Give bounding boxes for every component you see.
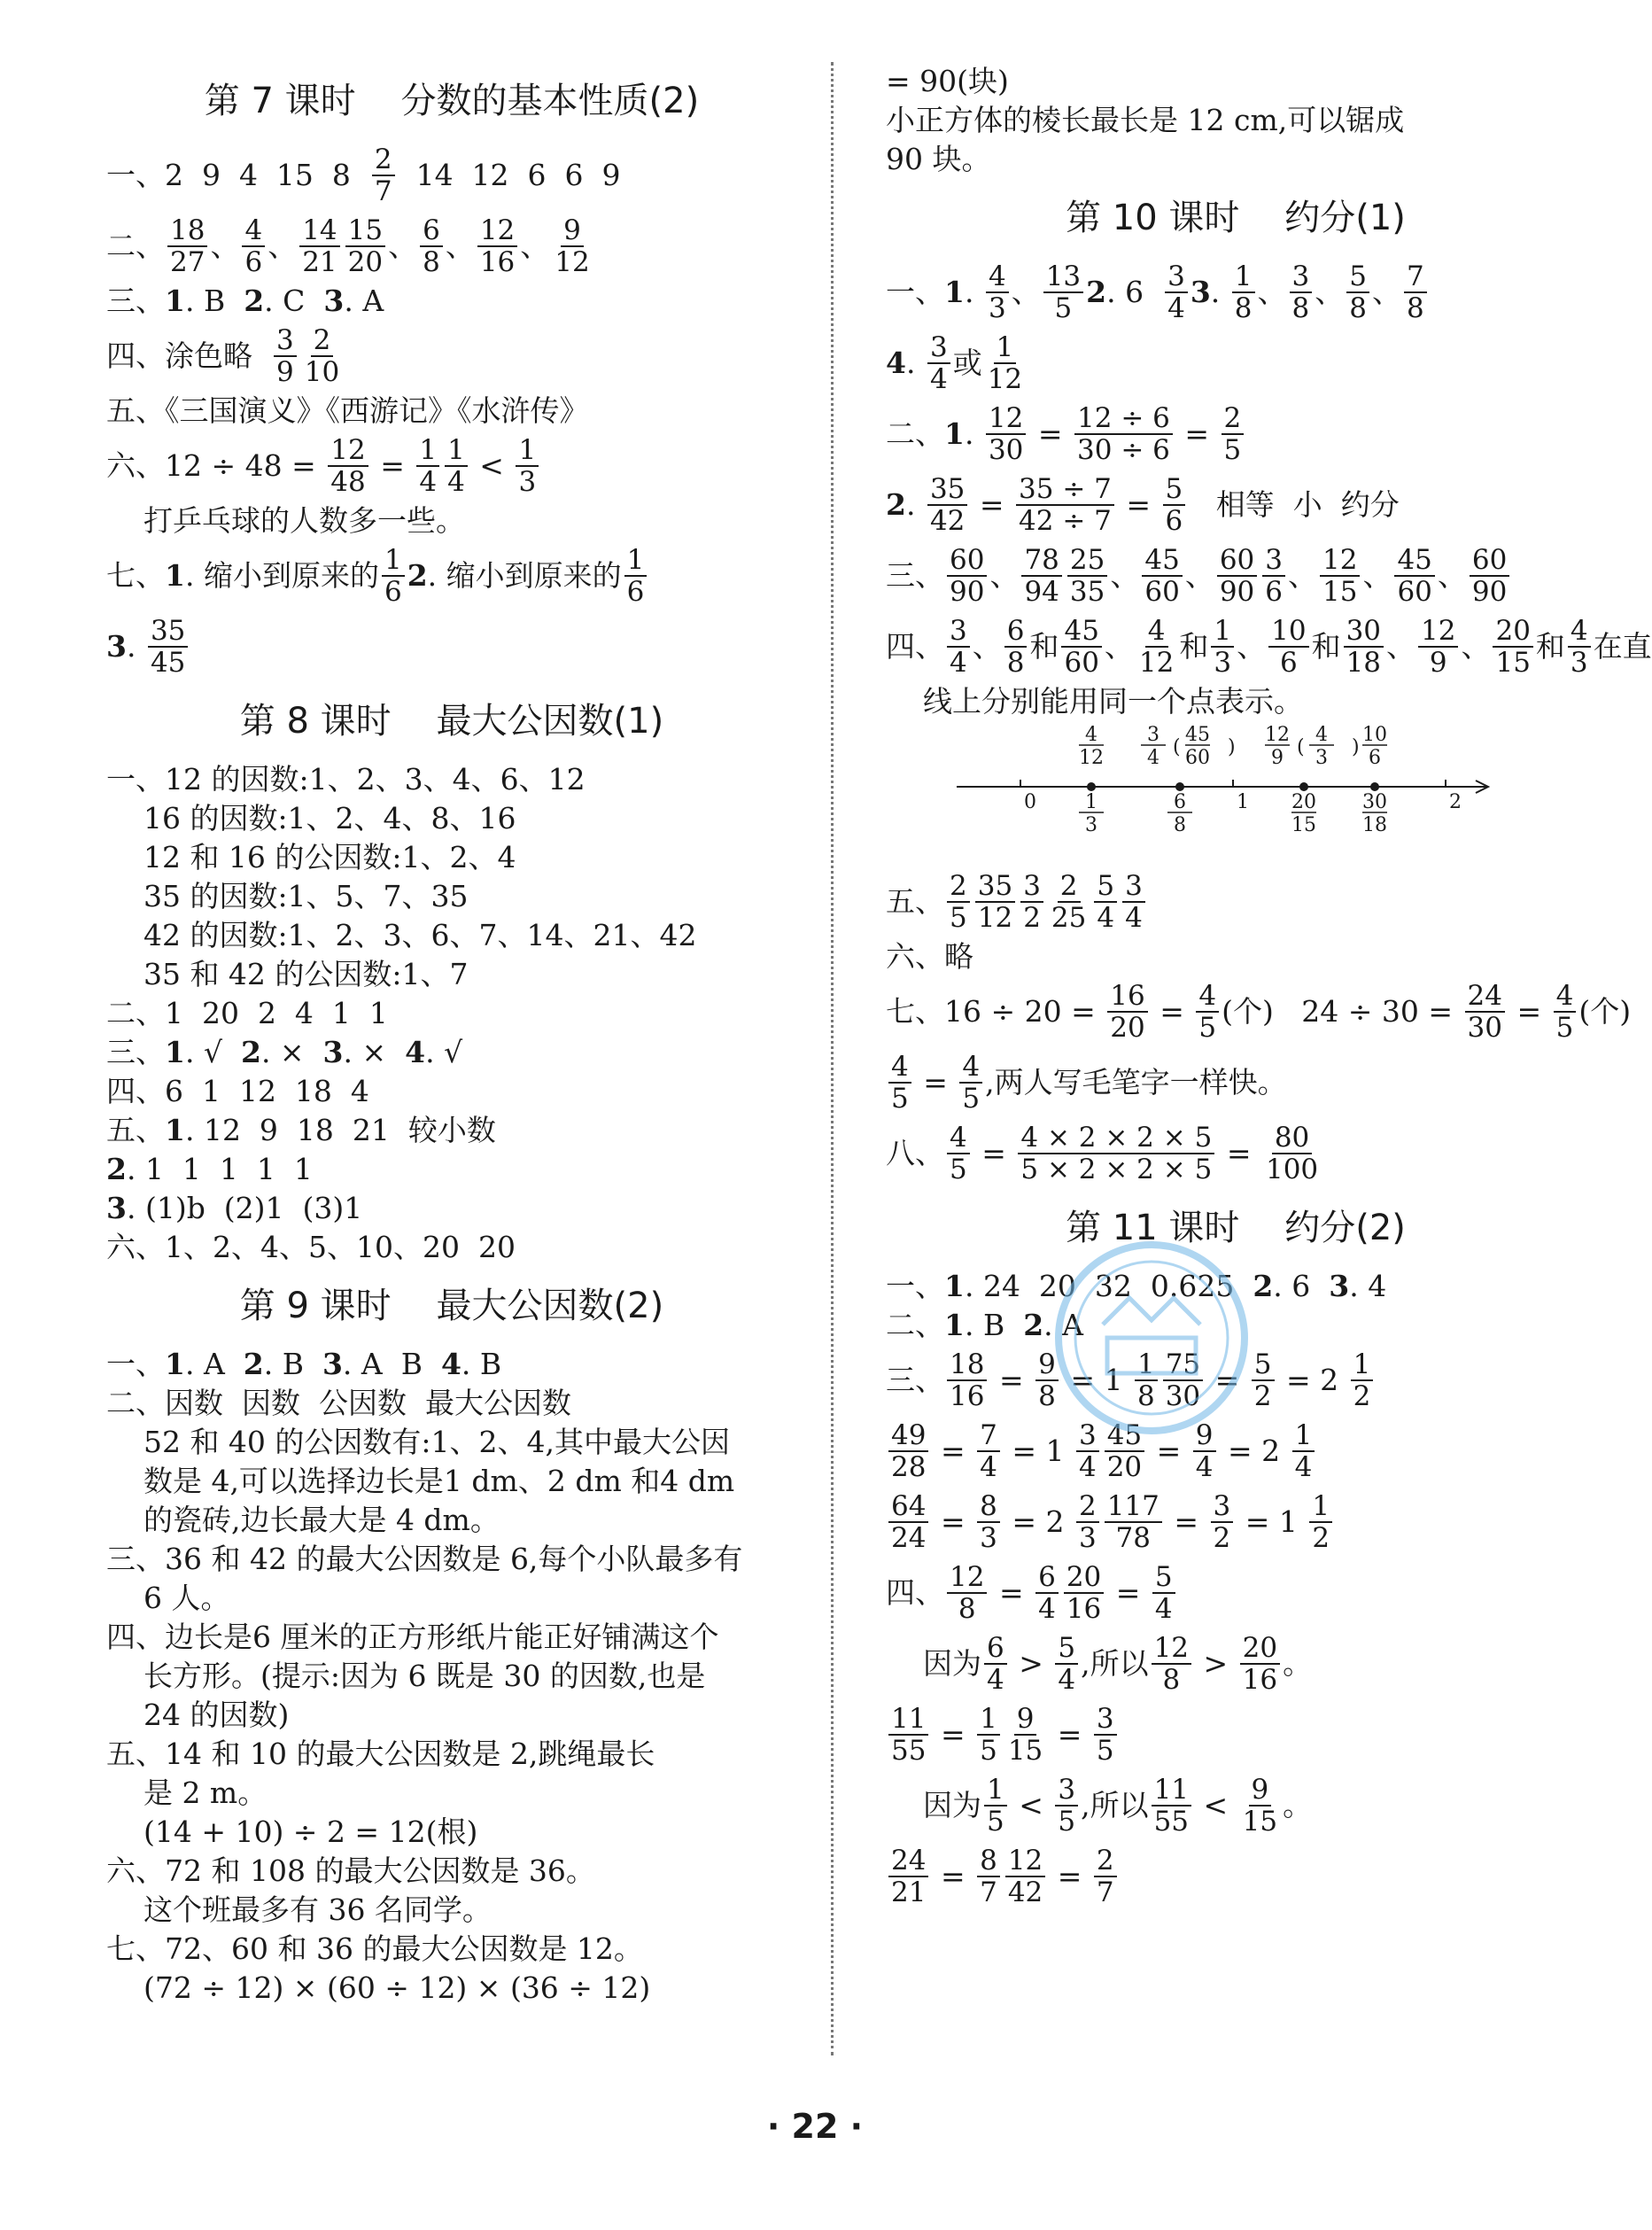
answer-line: 52 和 40 的公因数有:1、2、4,其中最大公因 bbox=[106, 1424, 731, 1459]
item-number: 3 bbox=[1190, 274, 1211, 309]
lesson-title: 第 8 课时 最大公因数(1) bbox=[239, 701, 664, 742]
answer-line: 因为 $\frac{1}{5}$ < $\frac{3}{5}$ ,所以 $\frac{11}{55}$ < $\frac{9}{15}$ 。 bbox=[886, 1773, 1313, 1838]
fraction: $\frac{2}{5}$ bbox=[1222, 403, 1245, 465]
fraction: $\frac{1}{4}$ bbox=[445, 435, 468, 497]
answer-line: 六、略 bbox=[886, 938, 973, 974]
fraction: $\frac{1}{2}$ bbox=[1309, 1491, 1332, 1553]
fraction: $\frac{12 \div 6}{30 \div 6}$ bbox=[1074, 403, 1173, 465]
item-number: 2 bbox=[1253, 1268, 1274, 1303]
fraction: $\frac{12}{16}$ bbox=[477, 215, 517, 277]
number-line-label: 3 bbox=[1084, 814, 1097, 836]
item-number: 2 bbox=[886, 486, 906, 522]
fraction: $\frac{4}{6}$ bbox=[242, 215, 265, 277]
answer-line: 这个班最多有 36 名同学。 bbox=[106, 1892, 492, 1927]
answer-line: 四、6 1 12 18 4 bbox=[106, 1073, 369, 1108]
fraction: $\frac{5}{4}$ bbox=[1055, 1633, 1078, 1695]
fraction: $\frac{5}{6}$ bbox=[1163, 474, 1186, 536]
fraction: $\frac{3}{2}$ bbox=[1020, 871, 1043, 933]
answer-line: 二、 $\frac{18}{27}$ 、 $\frac{4}{6}$ 、 $\frac{14}{21}$ $\frac{15}{20}$ 、 $\frac{6}{8}$ 、 $\frac{12}{16}$ 、 $\frac{9}{12}$ bbox=[106, 211, 797, 282]
fraction: $\frac{4}{3}$ bbox=[1568, 616, 1591, 678]
fraction: $\frac{3}{6}$ bbox=[1262, 545, 1285, 607]
answer-line: 四、边长是6 厘米的正方形纸片能正好铺满这个 bbox=[106, 1619, 719, 1654]
item-number: 3 bbox=[1329, 1268, 1350, 1303]
answer-line: 五、《三国演义》《西游记》《水浒传》 bbox=[106, 392, 589, 428]
fraction: $\frac{7}{4}$ bbox=[977, 1420, 1000, 1482]
fraction: $\frac{1}{6}$ bbox=[382, 545, 405, 607]
item-number: 1 bbox=[944, 416, 965, 451]
lesson-title: 第 11 课时 约分(2) bbox=[1066, 1208, 1406, 1248]
fraction: $\frac{6}{8}$ bbox=[1004, 616, 1028, 678]
fraction: $\frac{1}{3}$ bbox=[516, 435, 539, 497]
fraction: $\frac{3}{4}$ bbox=[1122, 871, 1145, 933]
fraction: $\frac{6}{4}$ bbox=[984, 1633, 1007, 1695]
item-number: 3 bbox=[322, 1034, 344, 1069]
answer-line: 42 的因数:1、2、3、6、7、14、21、42 bbox=[106, 917, 697, 952]
fraction: $\frac{1}{12}$ bbox=[987, 330, 1023, 395]
answer-line: (72 ÷ 12) × (60 ÷ 12) × (36 ÷ 12) bbox=[106, 1970, 651, 2005]
item-number: 4 bbox=[405, 1034, 426, 1069]
number-line-tick-label: 2 bbox=[1449, 791, 1462, 813]
answer-line: $\frac{49}{28}$ = $\frac{7}{4}$ = 1 $\frac{3}{4}$ $\frac{45}{20}$ = $\frac{9}{4}$ = 2 $\frac{1}{4}$ bbox=[886, 1416, 1586, 1487]
paren: ) bbox=[1351, 736, 1360, 758]
answer-line: 四、涂色略 $\frac{3}{9}$ $\frac{2}{10}$ bbox=[106, 321, 797, 392]
fraction: $\frac{11}{55}$ bbox=[1152, 1775, 1191, 1837]
fraction: $\frac{4}{5}$ bbox=[1554, 981, 1577, 1043]
item-number: 3 bbox=[106, 628, 127, 664]
fraction: $\frac{1}{8}$ bbox=[1232, 261, 1255, 323]
answer-line: 六、12 ÷ 48 = $\frac{12}{48}$ = $\frac{1}{4}$ $\frac{1}{4}$ < $\frac{1}{3}$ bbox=[106, 431, 797, 501]
answer-line: 长方形。(提示:因为 6 既是 30 的因数,也是 bbox=[106, 1658, 706, 1693]
fraction: $\frac{3}{4}$ bbox=[927, 332, 950, 394]
number-line-point bbox=[1299, 782, 1308, 791]
fraction: $\frac{12}{30}$ bbox=[986, 403, 1026, 465]
fraction: $\frac{3}{4}$ bbox=[1165, 261, 1188, 323]
fraction: $\frac{6}{4}$ bbox=[1035, 1562, 1059, 1624]
answer-line: 3 . $\frac{35}{45}$ bbox=[106, 611, 797, 682]
fraction: $\frac{3}{9}$ bbox=[274, 325, 297, 387]
answer-line: $\frac{4}{5}$ = $\frac{4}{5}$ ,两人写毛笔字一样快。 bbox=[886, 1047, 1586, 1118]
fraction: $\frac{15}{20}$ bbox=[345, 215, 385, 277]
item-number: 2 bbox=[244, 283, 265, 318]
answer-line: 五、 1 . 12 9 18 21 较小数 bbox=[106, 1112, 496, 1147]
fraction: $\frac{2}{7}$ bbox=[1094, 1845, 1117, 1908]
fraction: $\frac{9}{15}$ bbox=[1242, 1773, 1278, 1838]
fraction: $\frac{20}{16}$ bbox=[1240, 1633, 1280, 1695]
fraction: $\frac{80}{100}$ bbox=[1265, 1121, 1319, 1185]
fraction: $\frac{14}{21}$ bbox=[299, 215, 339, 277]
number-line-point bbox=[1370, 782, 1379, 791]
item-number: 3 bbox=[322, 1346, 343, 1381]
item-number: 2 bbox=[106, 1151, 127, 1186]
fraction: $\frac{8}{7}$ bbox=[977, 1845, 1000, 1908]
answer-line: 七、 1 . 缩小到原来的 $\frac{1}{6}$ 2 . 缩小到原来的 $\frac{1}{6}$ bbox=[106, 540, 797, 611]
item-number: 3 bbox=[106, 1190, 127, 1225]
answer-line: $\frac{11}{55}$ = $\frac{1}{5}$ $\frac{9}{15}$ = $\frac{3}{5}$ bbox=[886, 1699, 1586, 1770]
answer-line: 是 2 m。 bbox=[106, 1775, 268, 1810]
column-divider bbox=[831, 62, 834, 2055]
fraction: $\frac{35 \div 7}{42 \div 7}$ bbox=[1016, 474, 1114, 536]
fraction: $\frac{4}{12}$ bbox=[1138, 614, 1175, 679]
fraction: $\frac{60}{90}$ bbox=[1470, 545, 1509, 607]
paren: ( bbox=[1296, 736, 1305, 758]
answer-line: 二、 1 . $\frac{12}{30}$ = $\frac{12 \div 6}{30 \div 6}$ = $\frac{2}{5}$ bbox=[886, 399, 1586, 470]
fraction: $\frac{10}{6}$ bbox=[1268, 616, 1308, 678]
fraction: $\frac{1}{3}$ bbox=[1211, 616, 1234, 678]
answer-line: 三、36 和 42 的最大公因数是 6,每个小队最多有 bbox=[106, 1541, 743, 1576]
fraction: $\frac{16}{20}$ bbox=[1107, 981, 1147, 1043]
item-number: 2 bbox=[243, 1346, 264, 1381]
fraction: $\frac{20}{15}$ bbox=[1493, 616, 1532, 678]
fraction: $\frac{3}{8}$ bbox=[1290, 261, 1313, 323]
number-line-label: 20 bbox=[1291, 791, 1316, 813]
answer-line: 七、72、60 和 36 的最大公因数是 12。 bbox=[106, 1931, 643, 1966]
fraction: $\frac{2}{5}$ bbox=[947, 871, 970, 933]
fraction: $\frac{3}{4}$ bbox=[1076, 1420, 1099, 1482]
fraction: $\frac{75}{30}$ bbox=[1163, 1349, 1203, 1411]
number-line-label: 8 bbox=[1174, 814, 1186, 836]
answer-line: 一、 1 . 24 20 32 0.625 2 . 6 3 . 4 bbox=[886, 1268, 1387, 1303]
fraction: $\frac{25}{35}$ bbox=[1067, 545, 1107, 607]
answer-line: 小正方体的棱长最长是 12 cm,可以锯成 bbox=[886, 102, 1405, 137]
answer-line: 35 和 42 的公因数:1、7 bbox=[106, 956, 469, 991]
fraction: $\frac{45}{60}$ bbox=[1061, 616, 1101, 678]
item-number: 2 bbox=[1023, 1307, 1044, 1342]
fraction: $\frac{35}{12}$ bbox=[975, 871, 1015, 933]
answer-line: 6 人。 bbox=[106, 1580, 230, 1615]
answer-line: 90 块。 bbox=[886, 141, 991, 176]
lesson-title: 第 7 课时 分数的基本性质(2) bbox=[204, 81, 700, 121]
fraction: $\frac{45}{60}$ bbox=[1142, 545, 1182, 607]
answer-line: 因为 $\frac{6}{4}$ > $\frac{5}{4}$ ,所以 $\frac{12}{8}$ > $\frac{20}{16}$ 。 bbox=[886, 1631, 1313, 1696]
fraction: $\frac{12}{48}$ bbox=[328, 435, 368, 497]
fraction: $\frac{8}{3}$ bbox=[977, 1491, 1000, 1553]
fraction: $\frac{3}{5}$ bbox=[1094, 1704, 1117, 1766]
number-line-label: 18 bbox=[1362, 814, 1388, 836]
fraction: $\frac{4}{5}$ bbox=[888, 1052, 911, 1114]
fraction: $\frac{1}{5}$ bbox=[977, 1704, 1000, 1766]
answer-line: 24 的因数) bbox=[106, 1697, 290, 1732]
answer-line: 16 的因数:1、2、4、8、16 bbox=[106, 800, 516, 835]
item-number: 1 bbox=[165, 283, 185, 318]
number-line-label: 4 bbox=[1147, 747, 1160, 769]
fraction: $\frac{4}{5}$ bbox=[947, 1123, 970, 1185]
item-number: 1 bbox=[944, 1307, 965, 1342]
fraction: $\frac{5}{4}$ bbox=[1094, 871, 1117, 933]
answer-line: 3 . (1)b (2)1 (3)1 bbox=[106, 1190, 363, 1225]
left-column bbox=[106, 62, 797, 2008]
number-line-label: 6 bbox=[1174, 791, 1186, 813]
answer-line: 一、 1 . $\frac{4}{3}$ 、 $\frac{13}{5}$ 2 . 6 $\frac{3}{4}$ 3 . $\frac{1}{8}$ 、 $\frac{3}{8}$ 、 $\frac{5}{8}$ 、 $\frac{7}{8}$ bbox=[886, 257, 1586, 328]
item-number: 1 bbox=[165, 1112, 185, 1147]
answer-line: $\frac{64}{24}$ = $\frac{8}{3}$ = 2 $\frac{2}{3}$ $\frac{117}{78}$ = $\frac{3}{2}$ = 1 $\frac{1}{2}$ bbox=[886, 1487, 1586, 1558]
fraction: $\frac{20}{16}$ bbox=[1064, 1562, 1104, 1624]
item-number: 3 bbox=[323, 283, 345, 318]
answer-line: = 90(块) bbox=[886, 63, 1009, 98]
fraction: $\frac{5}{8}$ bbox=[1346, 261, 1369, 323]
answer-line: 一、2 9 4 15 8 $\frac{2}{7}$ 14 12 6 6 9 bbox=[106, 143, 621, 207]
fraction: $\frac{9}{8}$ bbox=[1035, 1349, 1059, 1411]
fraction: $\frac{3}{5}$ bbox=[1055, 1775, 1078, 1837]
item-number: 2 bbox=[240, 1034, 261, 1069]
fraction: $\frac{49}{28}$ bbox=[888, 1420, 928, 1482]
answer-line: 12 和 16 的公因数:1、2、4 bbox=[106, 839, 516, 874]
fraction: $\frac{2}{7}$ bbox=[372, 144, 395, 206]
number-line-label: 9 bbox=[1270, 747, 1284, 769]
fraction: $\frac{45}{60}$ bbox=[1394, 545, 1434, 607]
number-line-point bbox=[1175, 782, 1184, 791]
lesson-title: 第 10 课时 约分(1) bbox=[1066, 198, 1406, 238]
fraction: $\frac{2}{10}$ bbox=[304, 323, 340, 388]
fraction: $\frac{12}{8}$ bbox=[947, 1562, 987, 1624]
stamp-seal bbox=[1050, 1236, 1253, 1440]
number-line-label: 45 bbox=[1185, 724, 1210, 746]
item-number: 1 bbox=[165, 1346, 185, 1381]
answer-line: 三、 1 . √ 2 . × 3 . × 4 . √ bbox=[106, 1034, 463, 1069]
fraction: $\frac{4}{3}$ bbox=[986, 261, 1009, 323]
fraction: $\frac{12}{8}$ bbox=[1152, 1633, 1191, 1695]
fraction: $\frac{3}{4}$ bbox=[947, 616, 970, 678]
answer-line: 2 . $\frac{35}{42}$ = $\frac{35 \div 7}{42 \div 7}$ = $\frac{5}{6}$ 相等 小 约分 bbox=[886, 472, 1400, 537]
number-line-label: 3 bbox=[1147, 724, 1160, 746]
answer-line: 二、1 20 2 4 1 1 bbox=[106, 995, 388, 1030]
number-line-label: 4 bbox=[1084, 724, 1097, 746]
fraction: $\frac{1}{6}$ bbox=[624, 545, 648, 607]
answer-line: 二、 1 . B 2 . A bbox=[886, 1307, 1083, 1342]
fraction: $\frac{64}{24}$ bbox=[888, 1491, 928, 1553]
fraction: $\frac{12}{9}$ bbox=[1418, 616, 1458, 678]
answer-line: 八、 $\frac{4}{5}$ = $\frac{4 \times 2 \times 2 \times 5}{5 \times 2 \times 2 \times 5}$ = $\frac{80}{100}$ bbox=[886, 1118, 1586, 1189]
answer-line: 数是 4,可以选择边长是1 dm、2 dm 和4 dm bbox=[106, 1463, 735, 1498]
answer-line: 打乒乓球的人数多一些。 bbox=[106, 502, 465, 538]
answer-line: (14 + 10) ÷ 2 = 12(根) bbox=[106, 1814, 478, 1849]
fraction: $\frac{1}{2}$ bbox=[1351, 1349, 1374, 1411]
fraction: $\frac{60}{90}$ bbox=[1217, 545, 1257, 607]
fraction: $\frac{1}{5}$ bbox=[984, 1775, 1007, 1837]
fraction: $\frac{4 \times 2 \times 2 \times 5}{5 \times 2 \times 2 \times 5}$ bbox=[1018, 1123, 1214, 1185]
fraction: $\frac{9}{15}$ bbox=[1007, 1702, 1043, 1767]
answer-line: 一、12 的因数:1、2、3、4、6、12 bbox=[106, 761, 586, 796]
answer-line: 三、 $\frac{18}{16}$ = $\frac{9}{8}$ = 1 $\frac{1}{8}$ $\frac{75}{30}$ = $\frac{5}{2}$ = 2 $\frac{1}{2}$ bbox=[886, 1345, 1586, 1416]
fraction: $\frac{30}{18}$ bbox=[1344, 616, 1384, 678]
fraction: $\frac{7}{8}$ bbox=[1404, 261, 1427, 323]
paren: ( bbox=[1173, 736, 1181, 758]
fraction: $\frac{45}{20}$ bbox=[1105, 1420, 1144, 1482]
answer-line: 五、14 和 10 的最大公因数是 2,跳绳最长 bbox=[106, 1736, 655, 1771]
fraction: $\frac{1}{8}$ bbox=[1135, 1349, 1158, 1411]
answer-line: 六、1、2、4、5、10、20 20 bbox=[106, 1229, 516, 1264]
fraction: $\frac{78}{94}$ bbox=[1021, 545, 1061, 607]
answer-line: 35 的因数:1、5、7、35 bbox=[106, 878, 469, 913]
answer-line: 2 . 1 1 1 1 1 bbox=[106, 1151, 313, 1186]
answer-line: 三、 $\frac{60}{90}$ 、 $\frac{78}{94}$ $\frac{25}{35}$ 、 $\frac{45}{60}$ 、 $\frac{60}{90}$ $\frac{3}{6}$ 、 $\frac{12}{15}$ 、 $\frac{45}{60}$ 、 $\frac{60}{90}$ bbox=[886, 540, 1586, 611]
answer-line: 线上分别能用同一个点表示。 bbox=[886, 683, 1303, 719]
fraction: $\frac{9}{12}$ bbox=[555, 214, 590, 278]
item-number: 1 bbox=[165, 557, 185, 593]
number-line-label: 10 bbox=[1362, 724, 1388, 746]
answer-line: 4 . $\frac{3}{4}$ 或 $\frac{1}{12}$ bbox=[886, 328, 1586, 399]
fraction: $\frac{5}{2}$ bbox=[1252, 1349, 1275, 1411]
answer-line: 四、 $\frac{3}{4}$ 、 $\frac{6}{8}$ 和 $\frac{45}{60}$ 、 $\frac{4}{12}$ 和 $\frac{1}{3}$ 、 $\frac{10}{6}$ 和 $\frac{30}{18}$ 、 $\frac{12}{9}$ 、 $\frac{20}{15}$ 和 $\frac{4}{3}$ 在直 bbox=[886, 614, 1652, 679]
fraction: $\frac{9}{4}$ bbox=[1193, 1420, 1216, 1482]
number-line-label: 30 bbox=[1362, 791, 1388, 813]
answer-line: 七、16 ÷ 20 = $\frac{16}{20}$ = $\frac{4}{5}$ (个) 24 ÷ 30 = $\frac{24}{30}$ = $\frac{4}{5}$ (个) bbox=[886, 979, 1632, 1044]
answer-line: 四、 $\frac{12}{8}$ = $\frac{6}{4}$ $\frac{20}{16}$ = $\frac{5}{4}$ bbox=[886, 1558, 1586, 1628]
fraction: $\frac{5}{4}$ bbox=[1152, 1562, 1175, 1624]
item-number: 1 bbox=[944, 1268, 965, 1303]
fraction: $\frac{3}{2}$ bbox=[1211, 1491, 1234, 1553]
number-line-label: 1 bbox=[1084, 791, 1097, 813]
number-line-point bbox=[1087, 782, 1096, 791]
fraction: $\frac{117}{78}$ bbox=[1105, 1491, 1162, 1553]
item-number: 1 bbox=[165, 1034, 185, 1069]
answer-line: $\frac{24}{21}$ = $\frac{8}{7}$ $\frac{12}{42}$ = $\frac{2}{7}$ bbox=[886, 1841, 1586, 1912]
answer-line: 的瓷砖,边长最大是 4 dm。 bbox=[106, 1502, 500, 1537]
fraction: $\frac{24}{21}$ bbox=[888, 1845, 928, 1908]
number-line-label: 12 bbox=[1264, 724, 1290, 746]
number-line-label: 4 bbox=[1315, 724, 1328, 746]
fraction: $\frac{2}{3}$ bbox=[1076, 1491, 1099, 1553]
fraction: $\frac{18}{27}$ bbox=[167, 215, 207, 277]
number-line-label: 60 bbox=[1185, 747, 1210, 769]
number-line bbox=[939, 725, 1506, 858]
fraction: $\frac{4}{5}$ bbox=[959, 1052, 982, 1114]
paren: ) bbox=[1228, 736, 1236, 758]
answer-line: 三、 1 . B 2 . C 3 . A bbox=[106, 283, 384, 318]
fraction: $\frac{35}{45}$ bbox=[148, 616, 188, 678]
right-column bbox=[886, 62, 1652, 1912]
answer-line: 一、 1 . A 2 . B 3 . A B 4 . B bbox=[106, 1346, 502, 1381]
fraction: $\frac{24}{30}$ bbox=[1465, 981, 1505, 1043]
fraction: $\frac{4}{5}$ bbox=[1196, 981, 1219, 1043]
number-line-tick-label: 0 bbox=[1024, 791, 1036, 813]
item-number: 4 bbox=[440, 1346, 461, 1381]
fraction: $\frac{12}{42}$ bbox=[1005, 1845, 1045, 1908]
item-number: 1 bbox=[944, 274, 965, 309]
fraction: $\frac{18}{16}$ bbox=[947, 1349, 987, 1411]
item-number: 4 bbox=[886, 345, 906, 380]
number-line-label: 6 bbox=[1369, 747, 1382, 769]
page-number: · 22 · bbox=[766, 2107, 864, 2146]
number-line-label: 12 bbox=[1078, 747, 1104, 769]
answer-line: 五、 $\frac{2}{5}$ $\frac{35}{12}$ $\frac{3}{2}$ $\frac{2}{25}$ $\frac{5}{4}$ $\frac{3}{4}$ bbox=[886, 866, 1586, 937]
answer-line: 六、72 和 108 的最大公因数是 36。 bbox=[106, 1853, 595, 1888]
fraction: $\frac{1}{4}$ bbox=[416, 435, 439, 497]
fraction: $\frac{13}{5}$ bbox=[1043, 261, 1083, 323]
number-line-label: 3 bbox=[1315, 747, 1328, 769]
item-number: 2 bbox=[407, 557, 428, 593]
fraction: $\frac{2}{25}$ bbox=[1051, 869, 1087, 934]
fraction: $\frac{1}{4}$ bbox=[1292, 1420, 1315, 1482]
fraction: $\frac{11}{55}$ bbox=[888, 1704, 928, 1766]
fraction: $\frac{12}{15}$ bbox=[1320, 545, 1360, 607]
number-line-tick-label: 1 bbox=[1237, 791, 1249, 813]
fraction: $\frac{6}{8}$ bbox=[420, 215, 443, 277]
fraction: $\frac{35}{42}$ bbox=[927, 474, 967, 536]
answer-line: 二、因数 因数 公因数 最大公因数 bbox=[106, 1385, 571, 1420]
item-number: 2 bbox=[1086, 274, 1107, 309]
number-line-label: 15 bbox=[1291, 814, 1316, 836]
fraction: $\frac{60}{90}$ bbox=[947, 545, 987, 607]
lesson-title: 第 9 课时 最大公因数(2) bbox=[239, 1286, 664, 1326]
